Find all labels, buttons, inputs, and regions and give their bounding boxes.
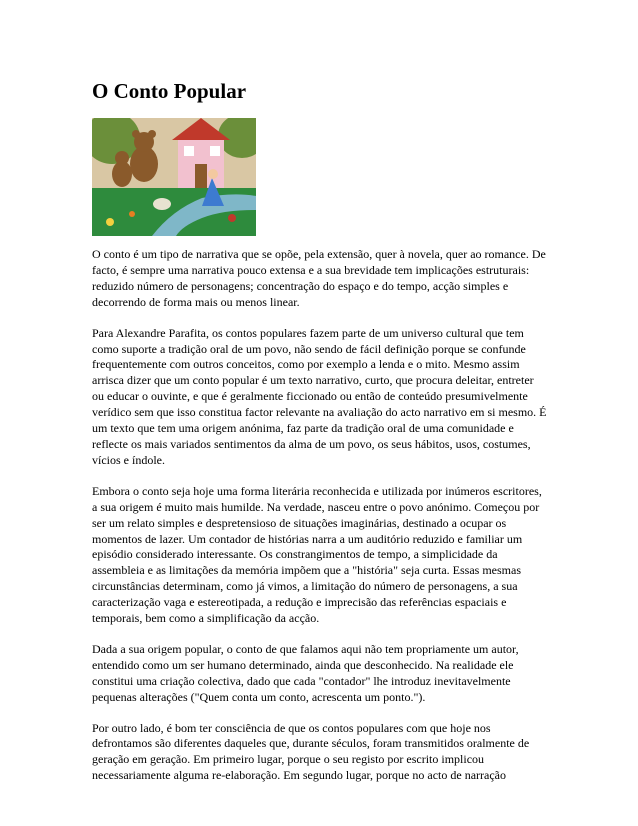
paragraph: O conto é um tipo de narrativa que se opõe, pela extensão, quer à novela, quer ao romance. De facto, é sempre uma narrativa pouco extensa e a sua brevidade tem implicações estruturais: reduzido número de personagens; concentração do espaço e do tempo, acção simples e decorrendo de forma mais ou menos linear. (92, 247, 546, 309)
paragraph: Dada a sua origem popular, o conto de que falamos aqui não tem propriamente um autor, entendido como um ser humano determinado, ainda que desconhecido. Na realidade ele constitui uma criação colectiva, dado que cada "contador" lhe introduz inevitavelmente pequenas alterações ("Quem conta um conto, acrescenta um ponto."). (92, 641, 519, 704)
fairy-tale-scene-image (92, 118, 256, 236)
paragraph: Por outro lado, é bom ter consciência de que os contos populares com que hoje nos defrontamos são diferentes daqueles que, durante séculos, foram transmitidos oralmente de geração em geração. Em primeiro lugar, porque o seu registo por escrito implicou necessariamente alguma re-elaboração. Em segundo lugar, porque no acto de narração (92, 720, 530, 783)
paragraph: Para Alexandre Parafita, os contos populares fazem parte de um universo cultural que tem como suporte a tradição oral de um povo, não sendo de fácil definição porque se confunde frequentemente com outros conceitos, como por exemplo a lenda e o mito. Mesmo assim arrisca dizer que um conto popular é um texto narrativo, curto, que procura deleitar, entreter ou educar o ouvinte, e que é geralmente ficcionado ou então de conteúdo presumivelmente verídico sem que isso constitua factor relevante na avaliação do acto narrativo em si mesmo. É um texto que tem uma origem anónima, faz parte da tradição oral de uma comunidade e reflecte os mais variados sentimentos da alma de um povo, os seus hábitos, usos, costumes, vícios e índole. (92, 325, 547, 467)
paragraph: Embora o conto seja hoje uma forma literária reconhecida e utilizada por inúmeros escritores, a sua origem é muito mais humilde. Na verdade, nasceu entre o povo anónimo. Começou por ser um relato simples e despretensioso de situações imaginárias, destinado a ocupar os momentos de lazer. Um contador de histórias narra a um auditório reduzido e familiar um episódio considerado interessante. Os constrangimentos de tempo, a simplicidade da assembleia e as limitações da memória impõem que a "história" seja curta. Essas mesmas circunstâncias determinam, como já vimos, a limitação do número de personagens, a sua caracterização vaga e estereotipada, a redução e imprecisão das referências espaciais e temporais, bem como a simplificação da acção. (92, 483, 542, 626)
article-body (92, 247, 548, 799)
page-title: O Conto Popular (92, 79, 247, 103)
